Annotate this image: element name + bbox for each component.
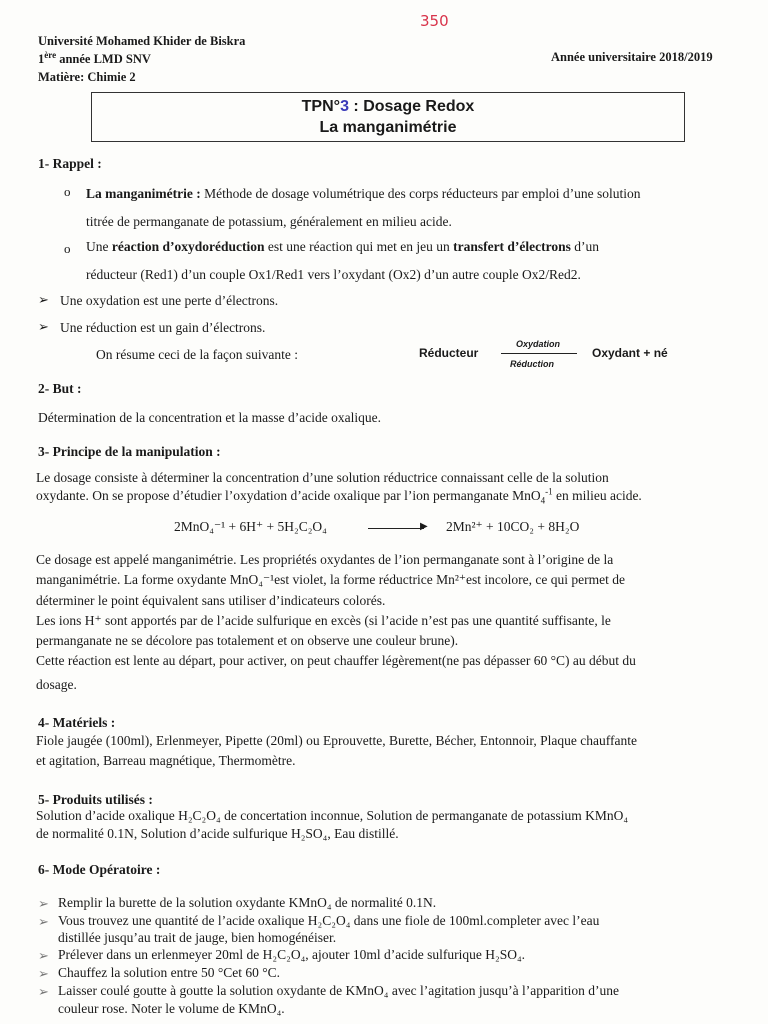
- procedure-step-1: Remplir la burette de la solution oxydante KMnO₄ de normalité 0.1N.: [58, 895, 437, 910]
- products-line-1: Solution d’acide oxalique H₂C₂O₄ de concertation inconnue, Solution de permanganate de potassium KMnO₄: [36, 808, 629, 823]
- principle-p4-line-2: dosage.: [36, 677, 77, 692]
- rappel-item-2-mid: est une réaction qui met en jeu un: [264, 239, 454, 254]
- rappel-item-2-line2: réducteur (Red1) d’un couple Ox1/Red1 vers l’oxydant (Ox2) d’un autre couple Ox2/Red2.: [86, 267, 581, 282]
- section-5-heading: 5- Produits utilisés :: [38, 792, 153, 807]
- subject-label: Matière: Chimie 2: [38, 70, 136, 84]
- arrow-bullet-icon: ➢: [38, 984, 49, 999]
- equation-oxydation-label: Oxydation: [516, 339, 561, 349]
- oxidation-definition: Une oxydation est une perte d’électrons.: [60, 293, 279, 308]
- title-rest: : Dosage Redox: [348, 98, 475, 115]
- materials-line-2: et agitation, Barreau magnétique, Thermomètre.: [36, 753, 296, 768]
- title-prefix: TPN°: [301, 98, 341, 115]
- principle-line-1: Le dosage consiste à déterminer la concentration d’une solution réductrice connaissant celle de la solution: [36, 470, 609, 485]
- principle-line-2-end: en milieu acide.: [552, 488, 642, 503]
- section-2-heading: 2- But :: [38, 381, 82, 396]
- reaction-reactants: 2MnO₄⁻¹ + 6H⁺ + 5H₂C₂O₄: [174, 519, 327, 534]
- rappel-item-1: [86, 183, 736, 205]
- products-line-2: de normalité 0.1N, Solution d’acide sulfurique H₂SO₄, Eau distillé.: [36, 826, 399, 841]
- section-6-heading: 6- Mode Opératoire :: [38, 862, 161, 877]
- term-manganimetrie: La manganimétrie :: [86, 186, 201, 201]
- procedure-step-5: Laisser coulé goutte à goutte la solution oxydante de KMnO₄ avec l’agitation jusqu’à l’apparition d’une: [58, 983, 620, 998]
- reduction-definition: Une réduction est un gain d’électrons.: [60, 320, 266, 335]
- section-4-heading: 4- Matériels :: [38, 715, 116, 730]
- reaction-arrow-line: [368, 528, 424, 529]
- title-line-2: La manganimétrie: [319, 119, 457, 136]
- principle-p2-line-1: Ce dosage est appelé manganimétrie. Les propriétés oxydantes de l’ion permanganate sont à l’origine de la: [36, 552, 614, 567]
- principle-line-2: oxydante. On se propose d’étudier l’oxydation d’acide oxalique par l’ion permanganate MnO$_4^{-1}$ en milieu acide.: [36, 486, 642, 506]
- title-line-1: [92, 96, 684, 117]
- equation-oxydant: Oxydant + né: [592, 346, 668, 360]
- rappel-item-2-pre: Une: [86, 239, 112, 254]
- university-name: Université Mohamed Khider de Biskra: [38, 34, 246, 48]
- reaction-products: 2Mn²⁺ + 10CO₂ + 8H₂O: [446, 519, 580, 534]
- arrow-bullet-icon: ➢: [38, 948, 49, 963]
- arrow-bullet-icon: ➢: [38, 292, 49, 307]
- procedure-step-3: Prélever dans un erlenmeyer 20ml de H₂C₂O₄, ajouter 10ml d’acide sulfurique H₂SO₄.: [58, 947, 526, 962]
- objective-text: Détermination de la concentration et la masse d’acide oxalique.: [38, 410, 381, 425]
- title-box: [91, 92, 685, 142]
- procedure-step-2-cont: distillée jusqu’au trait de jauge, bien homogénéiser.: [58, 930, 337, 945]
- circle-bullet-icon: o: [64, 241, 71, 256]
- materials-line-1: Fiole jaugée (100ml), Erlenmeyer, Pipette (20ml) ou Eprouvette, Burette, Bécher, Entonnoir, Plaque chauffante: [36, 733, 637, 748]
- procedure-step-2: Vous trouvez une quantité de l’acide oxalique H₂C₂O₄ dans une fiole de 100ml.completer avec l’eau: [58, 913, 600, 928]
- principle-p3-line-1: Les ions H⁺ sont apportés par de l’acide sulfurique en excès (si l’acide n’est pas une quantité suffisante, le: [36, 613, 611, 628]
- term-oxydoreduction: réaction d’oxydoréduction: [111, 239, 265, 254]
- procedure-step-5-cont: couleur rose. Noter le volume de KMnO₄.: [58, 1001, 285, 1016]
- section-3-heading: 3- Principe de la manipulation :: [38, 444, 221, 459]
- rappel-item-2: [86, 236, 736, 258]
- arrow-bullet-icon: ➢: [38, 914, 49, 929]
- principle-p2-line-3: déterminer le point équivalent sans utiliser d’indicateurs colorés.: [36, 593, 386, 608]
- rappel-item-1-line2: titrée de permanganate de potassium, généralement en milieu acide.: [86, 214, 452, 229]
- year-level-number: 1: [38, 52, 45, 66]
- arrow-bullet-icon: ➢: [38, 896, 49, 911]
- equation-arrow-line: [501, 353, 577, 354]
- rappel-item-2-end: d’un: [570, 239, 600, 254]
- procedure-step-4: Chauffez la solution entre 50 °Cet 60 °C.: [58, 965, 281, 980]
- equation-reduction-label: Réduction: [510, 359, 554, 369]
- term-transfert: transfert d’électrons: [453, 239, 571, 254]
- section-1-heading: 1- Rappel :: [38, 156, 102, 171]
- year-level-text: année LMD SNV: [56, 52, 151, 66]
- principle-line-2-text: oxydante. On se propose d’étudier l’oxydation d’acide oxalique par l’ion permanganate MnO: [36, 488, 541, 503]
- handwritten-page-number: 350: [420, 12, 449, 30]
- rappel-item-1-text: Méthode de dosage volumétrique des corps réducteurs par emploi d’une solution: [200, 186, 641, 201]
- principle-p2-line-2: manganimétrie. La forme oxydante MnO₄⁻¹est violet, la forme réductrice Mn²⁺est incolore, ce qui permet de: [36, 572, 625, 587]
- circle-bullet-icon: o: [64, 184, 71, 199]
- arrow-bullet-icon: ➢: [38, 966, 49, 981]
- year-level: [38, 49, 151, 67]
- reaction-arrow-head-icon: ▶: [420, 521, 428, 532]
- principle-p4-line-1: Cette réaction est lente au départ, pour activer, on peut chauffer légèrement(ne pas dépasser 60 °C) au début du: [36, 653, 636, 668]
- academic-year: Année universitaire 2018/2019: [551, 50, 713, 64]
- summary-text: On résume ceci de la façon suivante :: [96, 347, 299, 362]
- year-level-sup: ère: [44, 49, 57, 60]
- principle-p3-line-2: permanganate ne se décolore pas totalement et on observe une couleur brune).: [36, 633, 459, 648]
- equation-reducteur: Réducteur: [419, 346, 479, 360]
- arrow-bullet-icon: ➢: [38, 319, 49, 334]
- title-number: 3: [340, 98, 349, 115]
